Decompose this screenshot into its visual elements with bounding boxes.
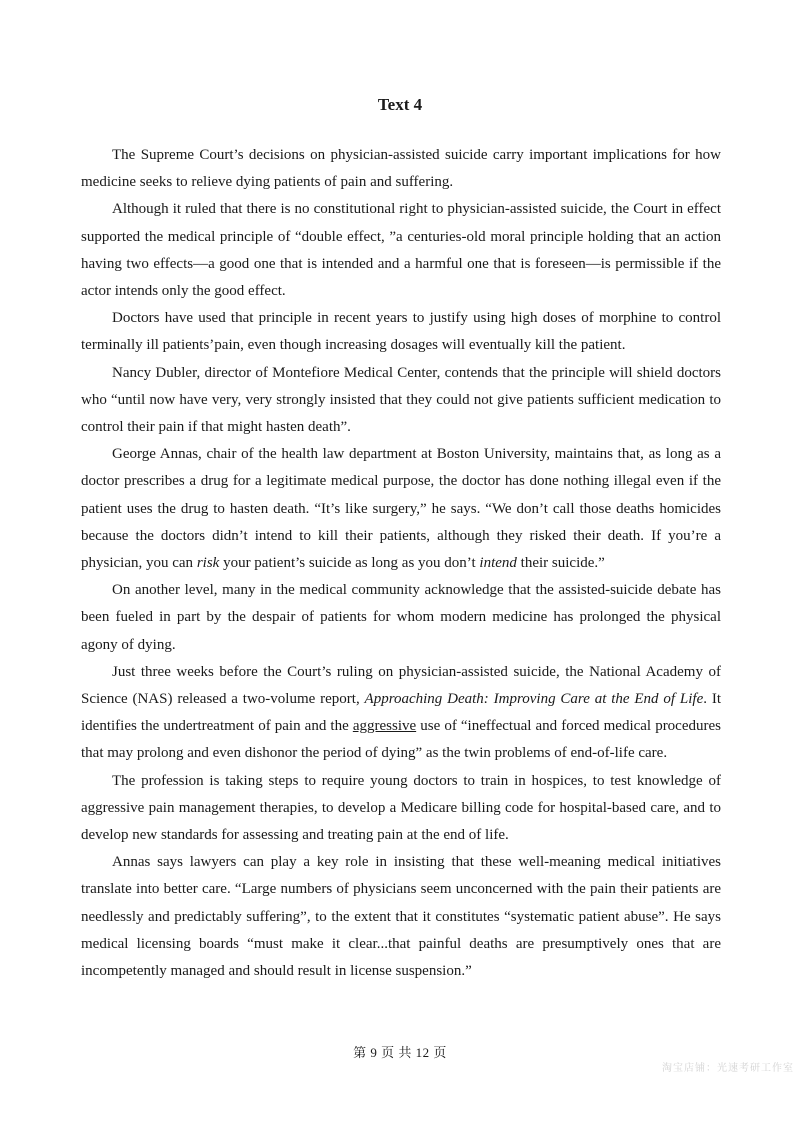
paragraph: The profession is taking steps to require young doctors to train in hospices, to test knowledge of aggressive pain management therapies, to develop a Medicare billing code for hospital-based care, and to develop new standards for assessing and treating pain at the end of life. (81, 772, 721, 844)
paragraph: Annas says lawyers can play a key role in insisting that these well-meaning medical initiatives translate into better care. “Large numbers of physicians seem unconcerned with the pain their patients are needlessly and predictably suffering”, to the extent that it constitutes “systematic patient abuse”. He says medical licensing boards “must make it clear...that painful deaths are presumptively ones that are incompetently managed and should result in license suspension.” (81, 854, 721, 980)
paragraph (81, 441, 721, 577)
emphasis-intend: intend (479, 555, 517, 572)
paragraph: Doctors have used that principle in recent years to justify using high doses of morphine to control terminally ill patients’pain, even though increasing dosages will eventually kill the patient. (81, 310, 721, 354)
paragraph: Although it ruled that there is no constitutional right to physician-assisted suicide, the Court in effect supported the medical principle of “double effect, ”a centuries-old moral principle holding that an action having two effects—a good one that is intended and a harmful one that is foreseen—is permissible if the actor intends only the good effect. (81, 201, 721, 300)
paragraph-text: George Annas, chair of the health law department at Boston University, maintains that, as long as a doctor prescribes a drug for a legitimate medical purpose, the doctor has done nothing illegal even if the patient uses the drug to hasten death. “It’s like surgery,” he says. “We don’t call those deaths homicides because the doctors didn’t intend to kill their patients, although they risked their death. If you’re a physician, you can (81, 446, 721, 572)
paragraph: The Supreme Court’s decisions on physician-assisted suicide carry important implications for how medicine seeks to relieve dying patients of pain and suffering. (81, 147, 721, 191)
report-title: Approaching Death: Improving Care at the End of Life (364, 691, 704, 708)
underlined-word: aggressive (352, 718, 417, 735)
watermark: 淘宝店铺：光速考研工作室 (662, 1063, 794, 1074)
passage-body (81, 142, 721, 985)
paragraph-text: . It identifies the undertreatment of pain and the (81, 691, 721, 735)
paragraph: Nancy Dubler, director of Montefiore Medical Center, contends that the principle will shield doctors who “until now have very, very strongly insisted that they could not give patients sufficient medication to control their pain if that might hasten death”. (81, 364, 721, 436)
paragraph-text: your patient’s suicide as long as you don’t (219, 555, 480, 572)
emphasis-risk: risk (196, 555, 220, 572)
page-title: Text 4 (377, 95, 423, 114)
page-number-footer: 第 9 页 共 12 页 (353, 1045, 447, 1060)
paragraph-text: use of “ineffectual and forced medical procedures that may prolong and even dishonor the period of dying” as the twin problems of end-of-life care. (81, 718, 721, 762)
paragraph-text: their suicide.” (516, 555, 605, 572)
paragraph-text: Just three weeks before the Court’s ruling on physician-assisted suicide, the National Academy of Science (NAS) released a two-volume report, (81, 663, 721, 708)
paragraph: On another level, many in the medical community acknowledge that the assisted-suicide debate has been fueled in part by the despair of patients for whom modern medicine has prolonged the physical agony of dying. (81, 582, 721, 653)
paragraph (81, 659, 721, 768)
